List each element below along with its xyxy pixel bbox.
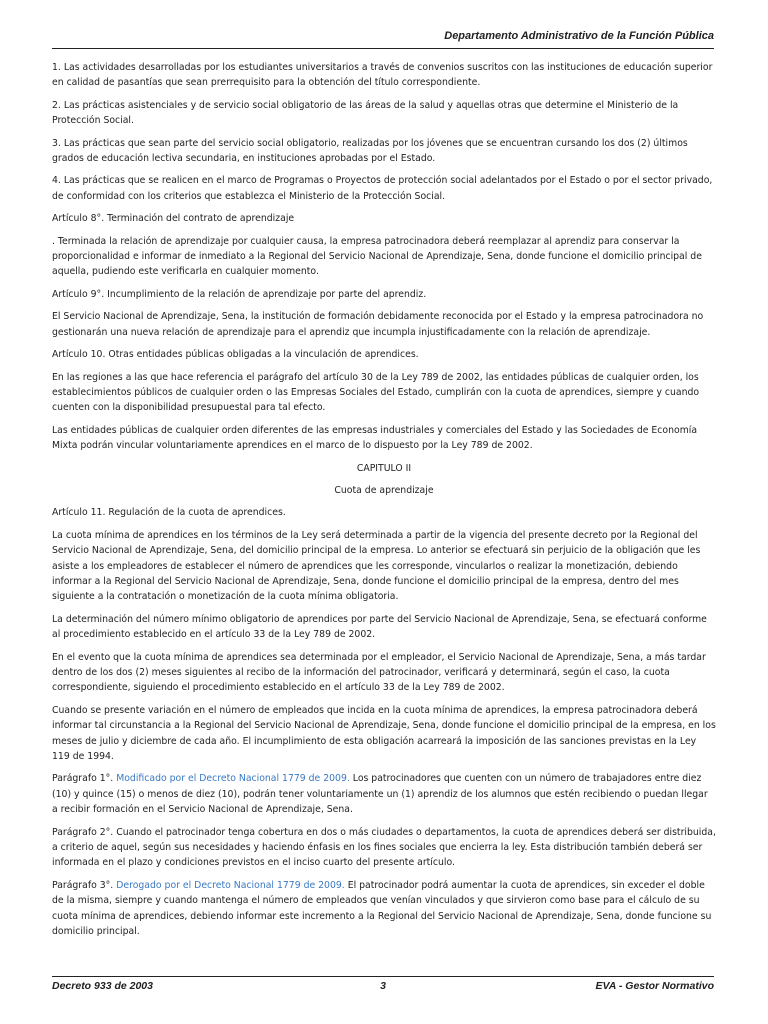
article-11-body-4: Cuando se presente variación en el número de empleados que incida en la cuota mínima de aprendices, la empresa patrocinadora deberá informar tal circunstancia a la Regional del Servicio Nacional de Aprendizaje, Sena, donde funcione el domicilio principal de la empresa, en los meses de julio y diciembre de cada año. El incumplimiento de esta obligación acarreará la imposición de las sanciones previstas en la Ley 119 de 1994.: [52, 704, 716, 763]
article-11-body-2: La determinación del número mínimo obligatorio de aprendices por parte del Servicio Nacional de Aprendizaje, Sena, se efectuará conforme al procedimiento establecido en el artículo 33 de la Ley 789 de 2002.: [52, 613, 707, 641]
article-11-heading: Artículo 11. Regulación de la cuota de aprendices.: [52, 507, 286, 519]
article-11-body-1: La cuota mínima de aprendices en los términos de la Ley será determinada a partir de la vigencia del presente decreto por la Regional del Servicio Nacional de Aprendizaje, Sena, del domicilio principal de la empresa. Lo anterior se efectuará sin perjuicio de la obligación que les asiste a los empleadores de establecer el número de aprendices que les corresponde, vincularlos o realizar la monetización, debiendo informar a la Regional del Servicio Nacional de Aprendizaje, Sena, donde funcione el domicilio principal de la empresa, dentro del mes siguiente a la contratación o monetización de la cuota mínima obligatoria.: [52, 529, 701, 603]
footer-source: EVA - Gestor Normativo: [595, 980, 714, 992]
article-10-body-1: En las regiones a las que hace referencia el parágrafo del artículo 30 de la Ley 789 de 2002, las entidades públicas de cualquier orden, los establecimientos públicos de cualquier orden o las Empresas Sociales del Estado, cumplirán con la cuota de aprendices, siempre y cuando cuenten con la disponibilidad presupuestal para tal efecto.: [52, 371, 700, 414]
article-10-heading: Artículo 10. Otras entidades públicas obligadas a la vinculación de aprendices.: [52, 349, 419, 361]
page-footer: [52, 976, 714, 996]
chapter-heading: CAPITULO II: [356, 462, 412, 474]
paragrafo-3-link[interactable]: Derogado por el Decreto Nacional 1779 de 2009.: [116, 879, 345, 891]
paragraph-item-1: 1. Las actividades desarrolladas por los estudiantes universitarios a través de convenios suscritos con las instituciones de educación superior en calidad de pasantías que sean prerrequisito para la obtención del título correspondiente.: [52, 62, 713, 89]
paragraph-item-4: 4. Las prácticas que se realicen en el marco de Programas o Proyectos de protección social adelantados por el Estado o por el sector privado, de conformidad con los criterios que establezca el Ministerio de la Protección Social.: [52, 175, 713, 202]
footer-page-number: 3: [380, 980, 386, 992]
document-body: [52, 60, 716, 947]
paragrafo-3-prefix: Parágrafo 3°.: [52, 879, 117, 891]
paragraph-item-3: 3. Las prácticas que sean parte del servicio social obligatorio, realizadas por los jóvenes que se encuentran cursando los dos (2) últimos grados de educación lectiva secundaria, en instituciones aprobadas por el Estado.: [52, 137, 688, 165]
article-8-body: . Terminada la relación de aprendizaje por cualquier causa, la empresa patrocinadora deberá reemplazar al aprendiz para conservar la proporcionalidad e informar de inmediato a la Regional del Servicio Nacional de Aprendizaje, Sena, donde funcione el domicilio principal de aquella, pudiendo este verificarla en cualquier momento.: [52, 235, 702, 278]
footer-decree: Decreto 933 de 2003: [52, 980, 153, 992]
paragrafo-3: [52, 878, 716, 940]
paragrafo-1-text: Los patrocinadores que cuenten con un número de trabajadores entre diez (10) y quince (15) o menos de diez (10), podrán tener voluntariamente un (1) aprendiz de los alumnos que estén recibiendo o puedan llegar a recibir formación en el Servicio Nacional de Aprendizaje, Sena.: [52, 773, 708, 816]
article-9-heading: Artículo 9°. Incumplimiento de la relación de aprendizaje por parte del aprendiz.: [52, 288, 427, 300]
header-title: Departamento Administrativo de la Función Pública: [444, 30, 714, 42]
paragrafo-1-link[interactable]: Modificado por el Decreto Nacional 1779 de 2009.: [116, 773, 350, 785]
paragrafo-2: Parágrafo 2°. Cuando el patrocinador tenga cobertura en dos o más ciudades o departamentos, la cuota de aprendices deberá ser distribuida, a criterio de aquel, según sus necesidades y haciendo énfasis en los fines sociales que encierra la ley. Esta distribución también deberá ser informada en el plazo y condiciones previstos en el inciso cuarto del presente artículo.: [52, 826, 716, 869]
article-10-body-2: Las entidades públicas de cualquier orden diferentes de las empresas industriales y comerciales del Estado y las Sociedades de Economía Mixta podrán vincular voluntariamente aprendices en el marco de lo dispuesto por la Ley 789 de 2002.: [52, 424, 698, 452]
paragraph-item-2: 2. Las prácticas asistenciales y de servicio social obligatorio de las áreas de la salud y aquellas otras que determine el Ministerio de la Protección Social.: [52, 99, 679, 127]
chapter-subtitle: Cuota de aprendizaje: [334, 484, 434, 496]
article-11-body-3: En el evento que la cuota mínima de aprendices sea determinada por el empleador, el Servicio Nacional de Aprendizaje, Sena, a más tardar dentro de los dos (2) meses siguientes al recibo de la información del patrocinador, verificará y determinará, según el caso, la cuota correspondiente, siguiendo el procedimiento establecido en el artículo 33 de la Ley 789 de 2002.: [52, 651, 706, 694]
article-8-heading: Artículo 8°. Terminación del contrato de aprendizaje: [52, 213, 295, 225]
paragrafo-1-prefix: Parágrafo 1°.: [52, 773, 117, 785]
paragrafo-1: [52, 771, 716, 817]
page-header: [52, 30, 714, 49]
article-9-body: El Servicio Nacional de Aprendizaje, Sena, la institución de formación debidamente reconocida por el Estado y la empresa patrocinadora no gestionarán una nueva relación de aprendizaje para el aprendiz que incumpla injustificadamente con la relación de aprendizaje.: [52, 311, 704, 338]
paragrafo-3-text: El patrocinador podrá aumentar la cuota de aprendices, sin exceder el doble de la misma, siempre y cuando mantenga el número de empleados que venían vinculados y que sirvieron como base para el cálculo de su cuota mínima de aprendices, debiendo informar este incremento a la Regional del Servicio Nacional de Aprendizaje, Sena, donde funcione su domicilio principal.: [52, 879, 712, 938]
